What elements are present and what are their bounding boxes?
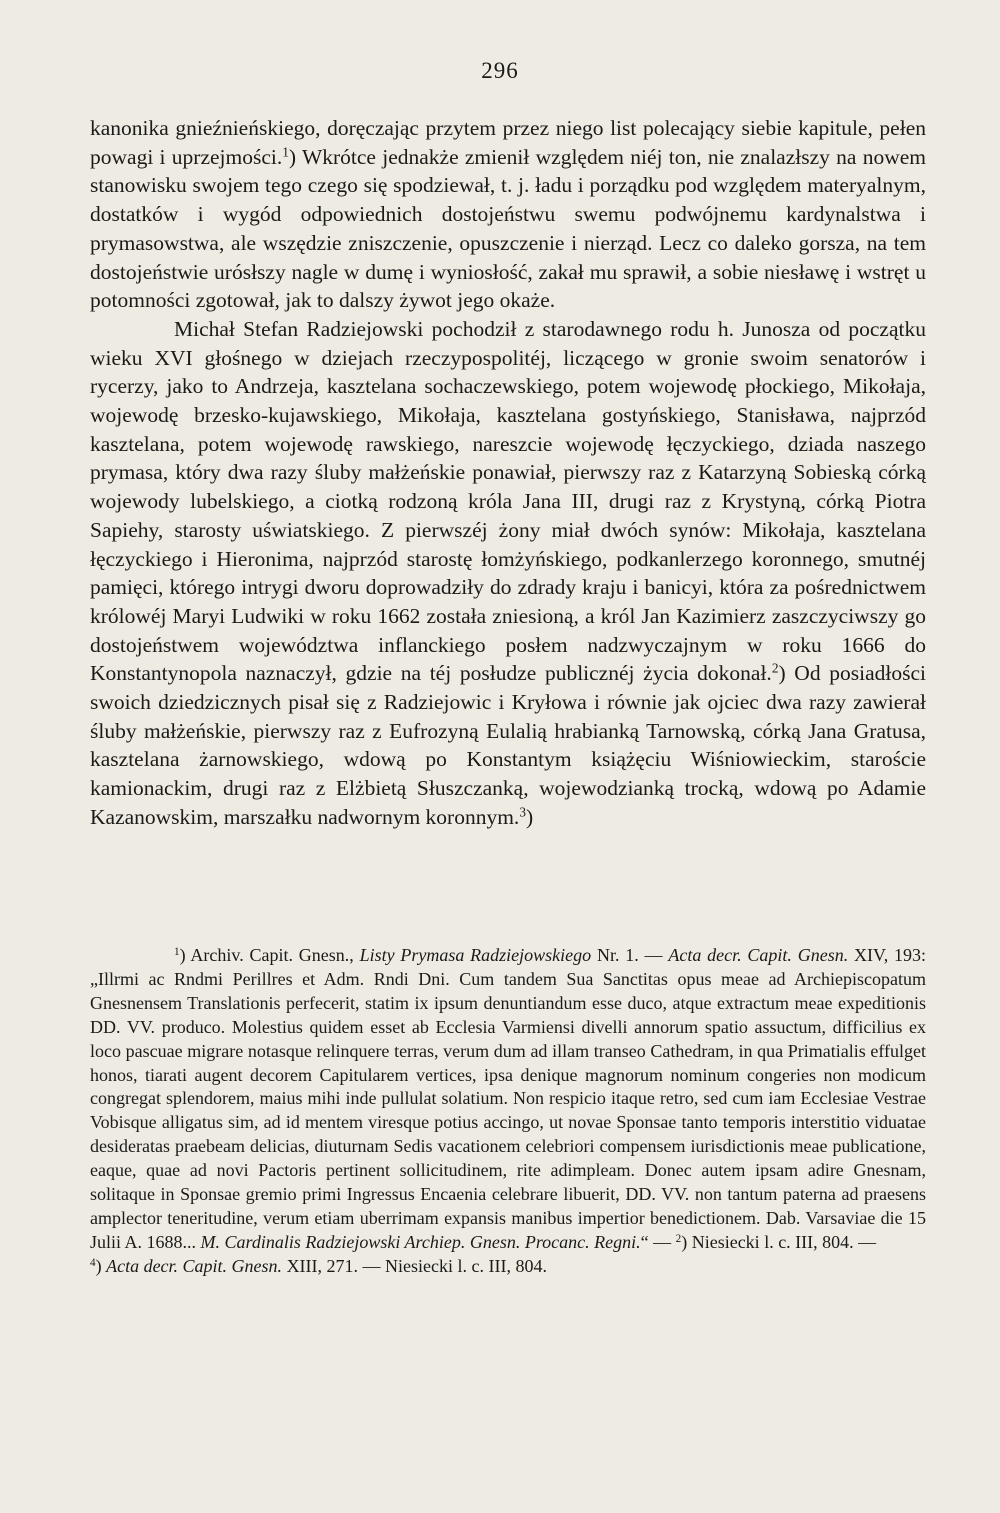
footnote-ref-2[interactable]: 2	[771, 661, 779, 677]
cited-acta: Acta decr. Capit. Gnesn.	[668, 945, 849, 965]
main-text	[90, 114, 926, 832]
paragraph-2: Michał Stefan Radziejowski pochodził z starodawnego rodu h. Junosza od początku wieku XVI głośnego w dziejach rzeczypospolitéj, liczącego w gronie swoim senatorów i rycerzy, jako to Andrzeja, kasztelana sochaczewskiego, potem wojewodę płockiego, Mikołaja, wojewodę brzesko-kujawskiego, Mikołaja, kasztelana gostyńskiego, Stanisława, najprzód kasztelana, potem wojewodę rawskiego, nareszcie wojewodę łęczyckiego, dziada naszego prymasa, który dwa razy śluby małżeńskie ponawiał, pierwszy raz z Katarzyną Sobieską córką wojewody lubelskiego, a ciotką rodzoną króla Jana III, drugi raz z Krystyną, córką Piotra Sapiehy, starosty uświatskiego. Z pierwszéj żony miał dwóch synów: Mikołaja, kasztelana łęczyckiego i Hieronima, najprzód starostę łomżyńskiego, podkanlerzego koronnego, smutnéj pamięci, którego intrygi dworu doprowadziły do zdrady kraju i banicyi, która za pośrednictwem królowéj Maryi Ludwiki w roku 1662 została zniesioną, a król Jan Kazimierz zaszczyciwszy go dostojeństwem województwa inflanckiego posłem nadzwyczajnym w roku 1666 do Konstantynopola naznaczył, gdzie na téj posłudze publicznéj życia dokonał.$^2$) Od posiadłości swoich dziedzicznych pisał się z Radziejowic i Kryłowa i równie jak ojciec dwa razy zawierał śluby małżeńskie, pierwszy raz z Eufrozyną Eulalią hrabianką Tarnowską, córką Jana Gratusa, kasztelana żarnowskiego, wdową po Konstantym książęciu Wiśniowieckim, staroście kamionackim, drugi raz z Elżbietą Słuszczanką, wojewodzianką trocką, wdową po Adamie Kazanowskim, marszałku nadwornym koronnym.$^3$)	[90, 316, 926, 829]
paragraph-1: kanonika gnieźnieńskiego, doręczając przytem przez niego list polecający siebie kapitule, pełen powagi i uprzejmości.$^1$) Wkrótce jednakże zmienił względem niéj ton, nie znalazłszy na nowem stanowisku swojem tego czego się spodziewał, t. j. ładu i porządku pod względem materyalnym, dostatków i wygód odpowiednich dostojeństwu swemu podwójnemu kardynalstwa i prymasowstwa, ale wszędzie zniszczenie, opuszczenie i nierząd. Lecz co daleko gorsza, na tem dostojeństwie urósłszy nagle w dumę i wyniosłość, zakał mu sprawił, a sobie niesławę i wstręt u potomności zgotował, jak to dalszy żywot jego okaże.	[90, 116, 927, 313]
footnote-ref-1[interactable]: 1	[282, 144, 289, 160]
page-number: 296	[481, 58, 519, 83]
footnote-2: ) Niesiecki l. c. III, 804. —	[681, 1231, 877, 1252]
cited-title: Listy Prymasa Radziejowskiego	[359, 945, 592, 965]
footnote-marker-2: 2	[675, 1232, 682, 1245]
footnote-1: $^1$) Archiv. Capit. Gnesn., Listy Prymasa Radziejowskiego Nr. 1. — Acta decr. Capit. Gnesn. XIV, 193: „Illrmi ac Rndmi Perillres et Adm. Rndi Dni. Cum tandem Sua Sanctitas opus meae ad Archiepiscopatum Gnesnensem Translationis perfecerit, statim ix ipsum denuntiandum esse duco, atque extractum meae expeditionis DD. VV. produco. Molestius quidem esset ab Ecclesia Varmiensi divelli annorum spatio assuctum, difficilius ex loco pascuae migrare notasque relinquere terras, verum dum ad illam transeo Cathedram, in qua Primatialis effulget honos, tiarati augent decorem Capitularem vertices, ipsa denique magnorum nominum congeries non modicum congregat splendorem, maius mihi inde pullulat solatium. Non respicio itaque retro, sed cum iam Ecclesiae Vestrae Vobisque alligatus sim, ad id mentem viresque potius accingo, ut novae Sponsae tanto temporis interstitio viduatae desideratas praebeam delicias, diuturnam Sedis vacationem celebriori compensem iurisdictionis meae publicatione, eaque, quae ad novi Pactoris pertinent sollicitudinem, rite adimpleam. Donec autem ipsam adire Gnesnam, solitaque in Sponsae gremio primi Ingressus Encaenia celebrare libuerit, DD. VV. non tantum paterna ad praesens amplector teneritudine, verum etiam uberrimam expansis manibus impertior benedictionem. Dab. Varsaviae die 15 Julii A. 1688... M. Cardinalis Radziejowski Archiep. Gnesn. Procanc. Regni.“ — $^2$) Niesiecki l. c. III, 804. — $^4$) Acta decr. Capit. Gnesn. XIII, 271. — Niesiecki l. c. III, 804.	[90, 945, 926, 1276]
cited-signature: M. Cardinalis Radziejowski Archiep. Gnesn. Procanc. Regni.	[200, 1231, 641, 1252]
footnote-marker-4: 4	[90, 1256, 96, 1269]
footnotes	[90, 944, 926, 1279]
footnote-marker-1: 1	[174, 945, 180, 958]
footnote-ref-3[interactable]: 3	[519, 804, 526, 820]
cited-acta-2: Acta decr. Capit. Gnesn.	[106, 1255, 283, 1276]
